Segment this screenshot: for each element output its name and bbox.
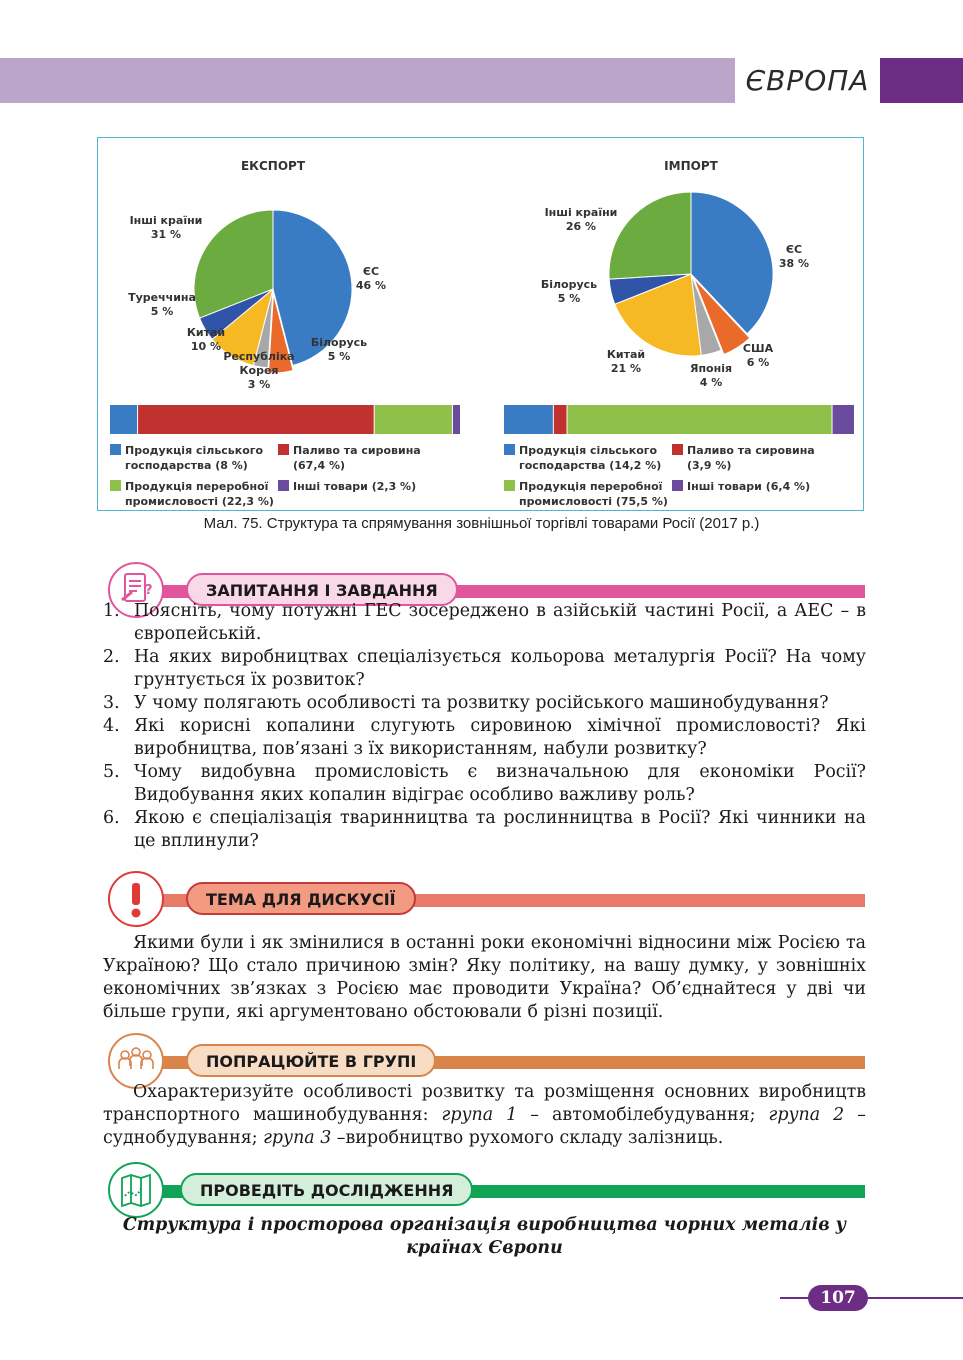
discussion-title: ТЕМА ДЛЯ ДИСКУСІЇ (186, 882, 416, 915)
bar-segment-1-0 (504, 405, 553, 434)
pie-title: ЕКСПОРТ (240, 159, 306, 173)
trade-charts (98, 138, 865, 512)
legend-label: Інші товари (6,4 %) (687, 480, 811, 493)
bar-segment-1-3 (833, 405, 854, 434)
legend-swatch-1-3 (672, 480, 683, 491)
legend-label: Продукція переробної промисловості (22,3 %) (125, 480, 274, 508)
bar-segment-0-2 (375, 405, 452, 434)
questions-title: ЗАПИТАННЯ І ЗАВДАННЯ (186, 573, 458, 606)
group-text-part: Охарактеризуйте особливості розвитку та розміщення основних виробництв транспортного машинобудування: (103, 1082, 866, 1125)
question-number: 2. (103, 647, 120, 667)
pie-slice-1-5 (609, 192, 691, 279)
question-number: 1. (103, 601, 120, 621)
trade-figure (97, 137, 864, 511)
research-title: ПРОВЕДІТЬ ДОСЛІДЖЕННЯ (180, 1173, 473, 1206)
header-band (0, 58, 735, 103)
label-import-japan: Японія 4 % (689, 362, 733, 389)
label-export-other: Інші країни 31 % (129, 214, 203, 241)
question-text: Які корисні копалини слугують сировиною хімічної промисловості? Які виробництва, пов’язані з їх використанням, набули розвитку? (134, 716, 866, 759)
bar-segment-1-2 (568, 405, 832, 434)
question-number: 4. (103, 716, 120, 736)
group-text-part: – суднобудування; (103, 1105, 866, 1148)
question-text: Чому видобувна промисловість є визначальною для економіки Росії? Видобування яких копалин відіграє особливо важливу роль? (134, 762, 866, 805)
label-export-turkey: Туреччина 5 % (128, 291, 196, 318)
legend-swatch-0-1 (278, 444, 289, 455)
label-import-china: Китай 21 % (606, 348, 646, 375)
legend-label: Паливо та сировина (67,4 %) (293, 444, 421, 472)
legend-swatch-1-0 (504, 444, 515, 455)
label-export-eu: ЄС 46 % (355, 265, 387, 292)
label-import-usa: США 6 % (742, 342, 774, 369)
question-item (103, 715, 866, 761)
question-item (103, 807, 866, 853)
legend-label: Інші товари (2,3 %) (293, 480, 417, 493)
question-text: На яких виробництвах спеціалізується кольорова металургія Росії? На чому грунтується їх розвиток? (134, 647, 866, 690)
question-text: Поясніть, чому потужні ГЕС зосереджено в азійській частині Росії, а АЕС – в європейській. (134, 601, 866, 644)
label-export-belarus: Білорусь 5 % (310, 336, 368, 363)
legend-label: Продукція переробної промисловості (75,5 %) (519, 480, 668, 508)
question-item (103, 692, 866, 715)
question-item (103, 646, 866, 692)
label-export-china: Китай 10 % (186, 326, 226, 353)
label-import-other: Інші країни 26 % (544, 206, 618, 233)
question-number: 5. (103, 762, 120, 782)
question-item (103, 761, 866, 807)
bar-segment-1-1 (554, 405, 567, 434)
legend-swatch-1-2 (504, 480, 515, 491)
page-number: 107 (808, 1285, 868, 1311)
figure-caption: Мал. 75. Структура та спрямування зовнішньої торгівлі товарами Росії (2017 р.) (203, 515, 760, 532)
chapter-title: ЄВРОПА (745, 64, 870, 97)
legend-swatch-0-0 (110, 444, 121, 455)
pie-title: ІМПОРТ (664, 159, 718, 173)
bar-segment-0-1 (138, 405, 374, 434)
map-icon (108, 1162, 164, 1218)
legend-label: Паливо та сировина (3,9 %) (687, 444, 815, 472)
discussion-text: Якими були і як змінилися в останні роки економічні відносини між Росією та Україною? Що стало причиною змін? Яку політику, на вашу думку, у зовнішніх економічних зв’язках з Росією має проводити Україна? Об’єднайтеся у дві чи більше групи, які аргументовано обстоювали б різні позиції. (103, 933, 866, 1022)
label-export-korea: Республіка Корея 3 % (223, 350, 295, 391)
discussion-header (108, 879, 865, 939)
legend-swatch-1-1 (672, 444, 683, 455)
legend-swatch-0-3 (278, 480, 289, 491)
legend-label: Продукція сільського господарства (8 %) (125, 444, 264, 472)
legend-label: Продукція сільського господарства (14,2 %) (519, 444, 662, 472)
group-title: ПОПРАЦЮЙТЕ В ГРУПІ (186, 1044, 436, 1077)
group-3-label: група 3 (263, 1128, 332, 1148)
group-2-label: група 2 (768, 1105, 845, 1125)
bar-segment-0-3 (453, 405, 460, 434)
bar-segment-0-0 (110, 405, 137, 434)
legend-swatch-0-2 (110, 480, 121, 491)
research-subject: Структура і просторова організація виробництва чорних металів у країнах Європи (122, 1215, 847, 1258)
group-text-part: – автомобілебудування; (517, 1105, 769, 1125)
questions-list (103, 600, 866, 853)
question-number: 6. (103, 808, 120, 828)
question-text: Якою є спеціалізація тваринництва та рослинництва в Росії? Які чинники на це вплинули? (134, 808, 866, 851)
header-accent-block (880, 58, 963, 103)
label-import-belarus: Білорусь 5 % (540, 278, 598, 305)
label-import-eu: ЄС 38 % (778, 243, 810, 270)
question-number: 3. (103, 693, 120, 713)
question-item (103, 600, 866, 646)
group-text-part: –виробництво рухомого складу залізниць. (331, 1128, 724, 1148)
group-text (103, 1081, 866, 1150)
exclamation-icon (108, 871, 164, 927)
question-text: У чому полягають особливості та розвитку російського машинобудування? (134, 693, 829, 713)
svg-text:?: ? (145, 583, 153, 598)
group-1-label: група 1 (441, 1105, 518, 1125)
